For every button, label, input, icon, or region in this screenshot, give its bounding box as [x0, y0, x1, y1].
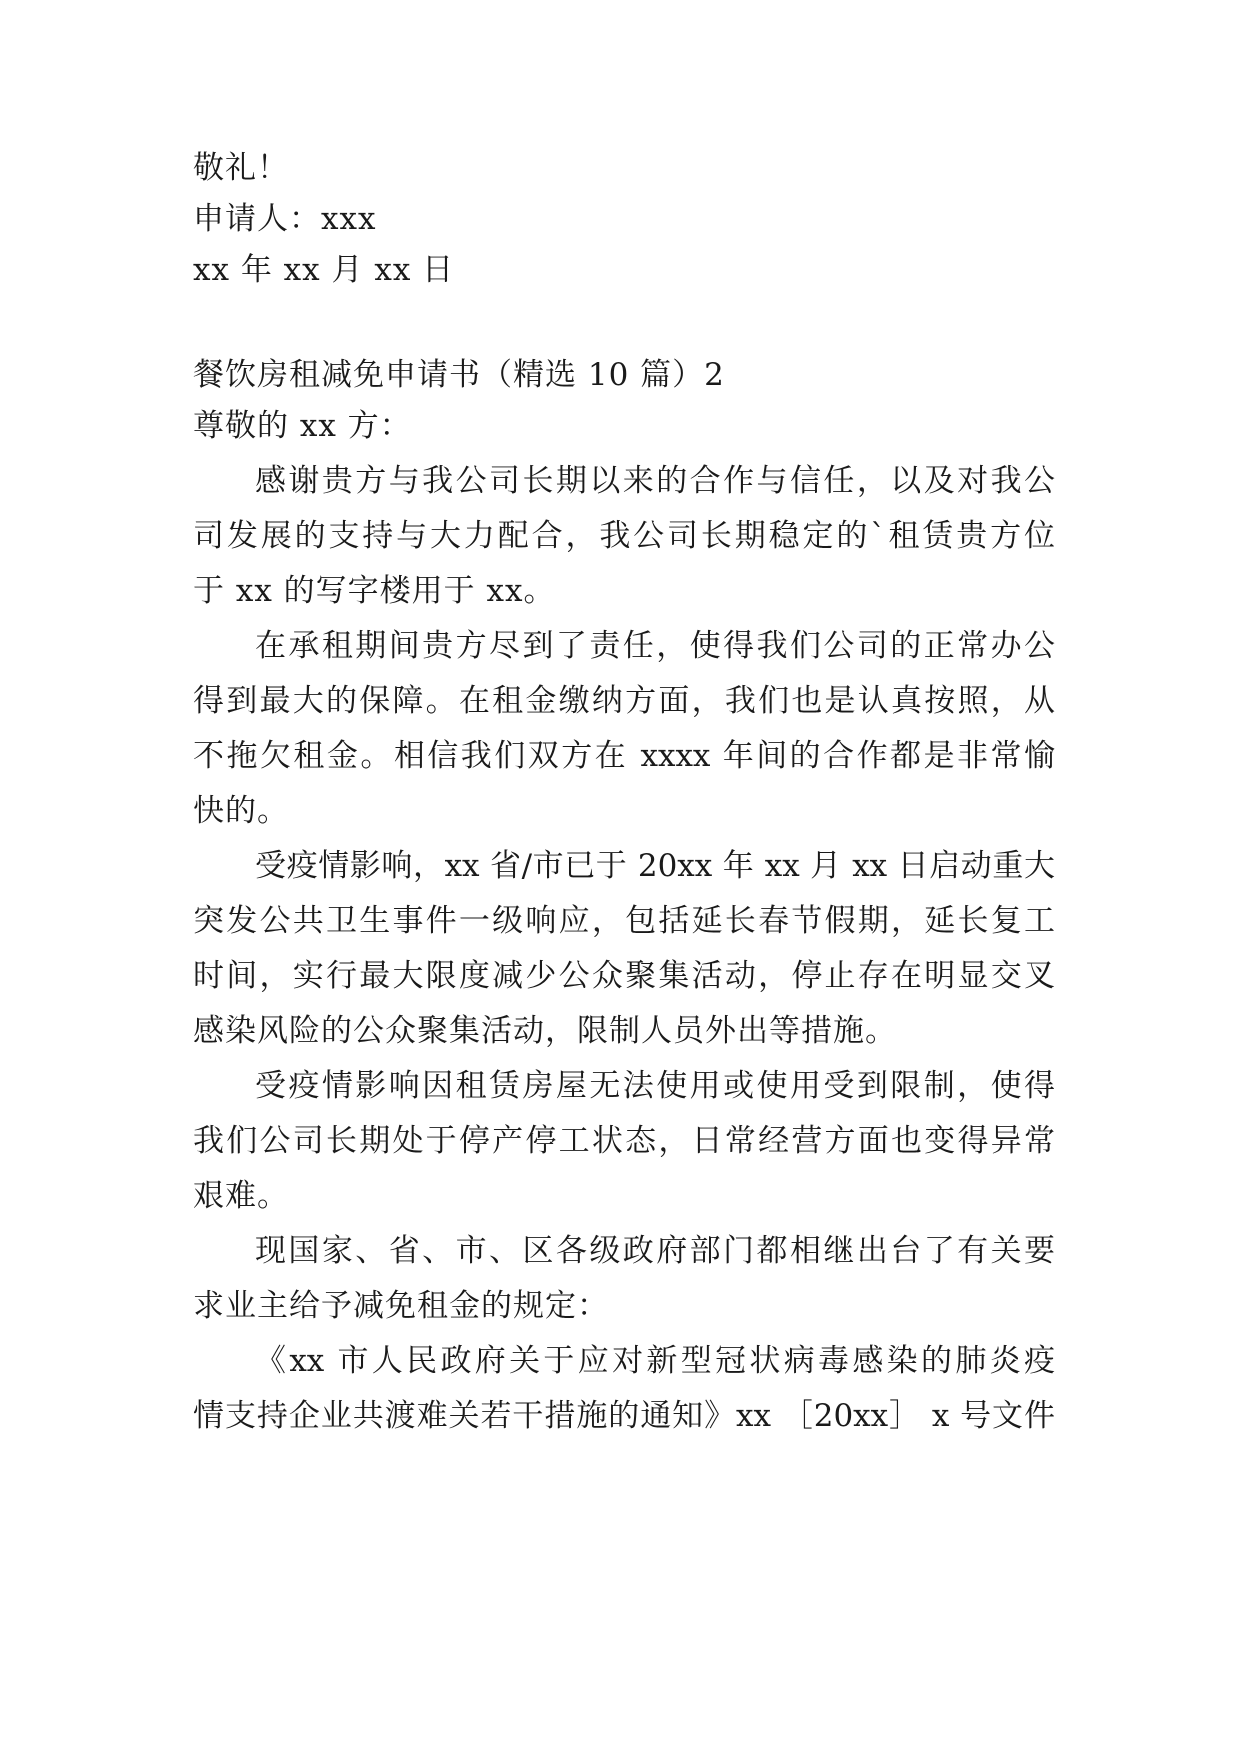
applicant-line: 申请人：xxx — [193, 201, 377, 237]
paragraph-line: 情支持企业共渡难关若干措施的通知》xx ［20xx］ x 号文件 — [193, 1398, 1055, 1434]
closing-salute: 敬礼！ — [193, 150, 289, 186]
paragraph-line: 求业主给予减免租金的规定： — [193, 1288, 609, 1324]
paragraph-line: 不拖欠租金。相信我们双方在 xxxx 年间的合作都是非常愉 — [193, 738, 1055, 774]
paragraph-line: 在承租期间贵方尽到了责任，使得我们公司的正常办公 — [255, 628, 1055, 664]
paragraph-line: 我们公司长期处于停产停工状态，日常经营方面也变得异常 — [193, 1123, 1055, 1159]
paragraph-line: 时间，实行最大限度减少公众聚集活动，停止存在明显交叉 — [193, 958, 1055, 994]
paragraph-line: 艰难。 — [193, 1178, 289, 1214]
date-line: xx 年 xx 月 xx 日 — [193, 252, 455, 288]
section-title: 餐饮房租减免申请书（精选 10 篇）2 — [193, 357, 725, 393]
paragraph-line: 现国家、省、市、区各级政府部门都相继出台了有关要 — [255, 1233, 1055, 1269]
paragraph-line: 《xx 市人民政府关于应对新型冠状病毒感染的肺炎疫 — [255, 1343, 1055, 1379]
paragraph-line: 感染风险的公众聚集活动，限制人员外出等措施。 — [193, 1013, 897, 1049]
paragraph-line: 受疫情影响，xx 省/市已于 20xx 年 xx 月 xx 日启动重大 — [255, 848, 1055, 884]
paragraph-line: 得到最大的保障。在租金缴纳方面，我们也是认真按照，从 — [193, 683, 1055, 719]
paragraph-line: 快的。 — [193, 793, 289, 829]
greeting-line: 尊敬的 xx 方： — [193, 408, 412, 444]
paragraph-line: 感谢贵方与我公司长期以来的合作与信任，以及对我公 — [255, 463, 1055, 499]
paragraph-line: 突发公共卫生事件一级响应，包括延长春节假期，延长复工 — [193, 903, 1055, 939]
paragraph-line: 受疫情影响因租赁房屋无法使用或使用受到限制，使得 — [255, 1068, 1055, 1104]
paragraph-line: 于 xx 的写字楼用于 xx。 — [193, 573, 556, 609]
paragraph-line: 司发展的支持与大力配合，我公司长期稳定的`租赁贵方位 — [193, 518, 1055, 554]
